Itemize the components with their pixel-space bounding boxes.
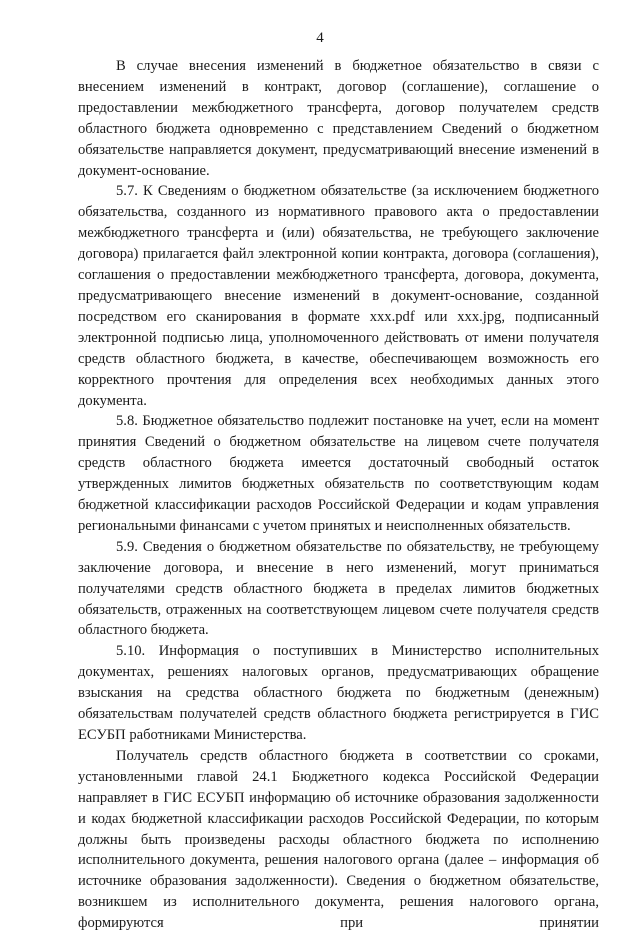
paragraph-recipient-info: Получатель средств областного бюджета в соответствии со сроками, установленными главой 24.1 Бюджетного кодекса Российской Федерации направляет в ГИС ЕСУБП информацию об источнике образования задолженности и кодах бюджетной классификации расходов Российской Федерации, по которым должны быть произведены расходы областного бюджета по исполнению исполнительного документа, решения налогового органа (далее – информация об источнике образования задолженности). Сведения о бюджетном обязательстве, возникшем из исполнительного документа, решения налогового органа, формируются при принятии <box>78 747 599 932</box>
paragraph-budget-obligation-changes: В случае внесения изменений в бюджетное обязательство в связи с внесением изменений в контракт, договор (соглашение), соглашение о предоставлении межбюджетного трансферта, договор получателем средств областного бюджета одновременно с представлением Сведений о бюджетном обязательстве направляется документ, предусматривающий внесение изменений в документ-основание. <box>78 58 599 179</box>
paragraph-5-7: 5.7. К Сведениям о бюджетном обязательстве (за исключением бюджетного обязательства, созданного из нормативного правового акта о предоставлении межбюджетного трансферта и (или) обязательства, не требующего заключение договора) прилагается файл электронной копии контракта, договора (соглашения), соглашения о предоставлении межбюджетного трансферта, договора, документа, предусматривающего внесение изменений в документ-основание, созданной посредством его сканирования в формате xxx.pdf или xxx.jpg, подписанный электронной подписью лица, уполномоченного действовать от имени получателя средств областного бюджета, в качестве, обеспечивающем возможность его корректного прочтения для определения всех необходимых данных этого документа. <box>78 183 599 409</box>
paragraph-5-10: 5.10. Информация о поступивших в Министерство исполнительных документах, решениях налоговых органов, предусматривающих обращение взыскания на средства областного бюджета по бюджетным (денежным) обязательствам получателей средств областного бюджета регистрируется в ГИС ЕСУБП работниками Министерства. <box>78 643 599 743</box>
page-number: 4 <box>316 30 324 46</box>
paragraph-5-9: 5.9. Сведения о бюджетном обязательстве по обязательству, не требующему заключение договора, и внесение в него изменений, могут приниматься получателями средств областного бюджета в пределах лимитов бюджетных обязательств, отраженных на соответствующем лицевом счете получателя средств областного бюджета. <box>78 538 599 639</box>
paragraph-5-8: 5.8. Бюджетное обязательство подлежит постановке на учет, если на момент принятия Сведений о бюджетном обязательстве на лицевом счете получателя средств областного бюджета имеется достаточный свободный остаток утвержденных лимитов бюджетных обязательств по соответствующим кодам бюджетной классификации расходов Российской Федерации и кодам управления региональными финансами с учетом принятых и неисполненных обязательств. <box>78 413 599 534</box>
document-body <box>78 56 599 934</box>
